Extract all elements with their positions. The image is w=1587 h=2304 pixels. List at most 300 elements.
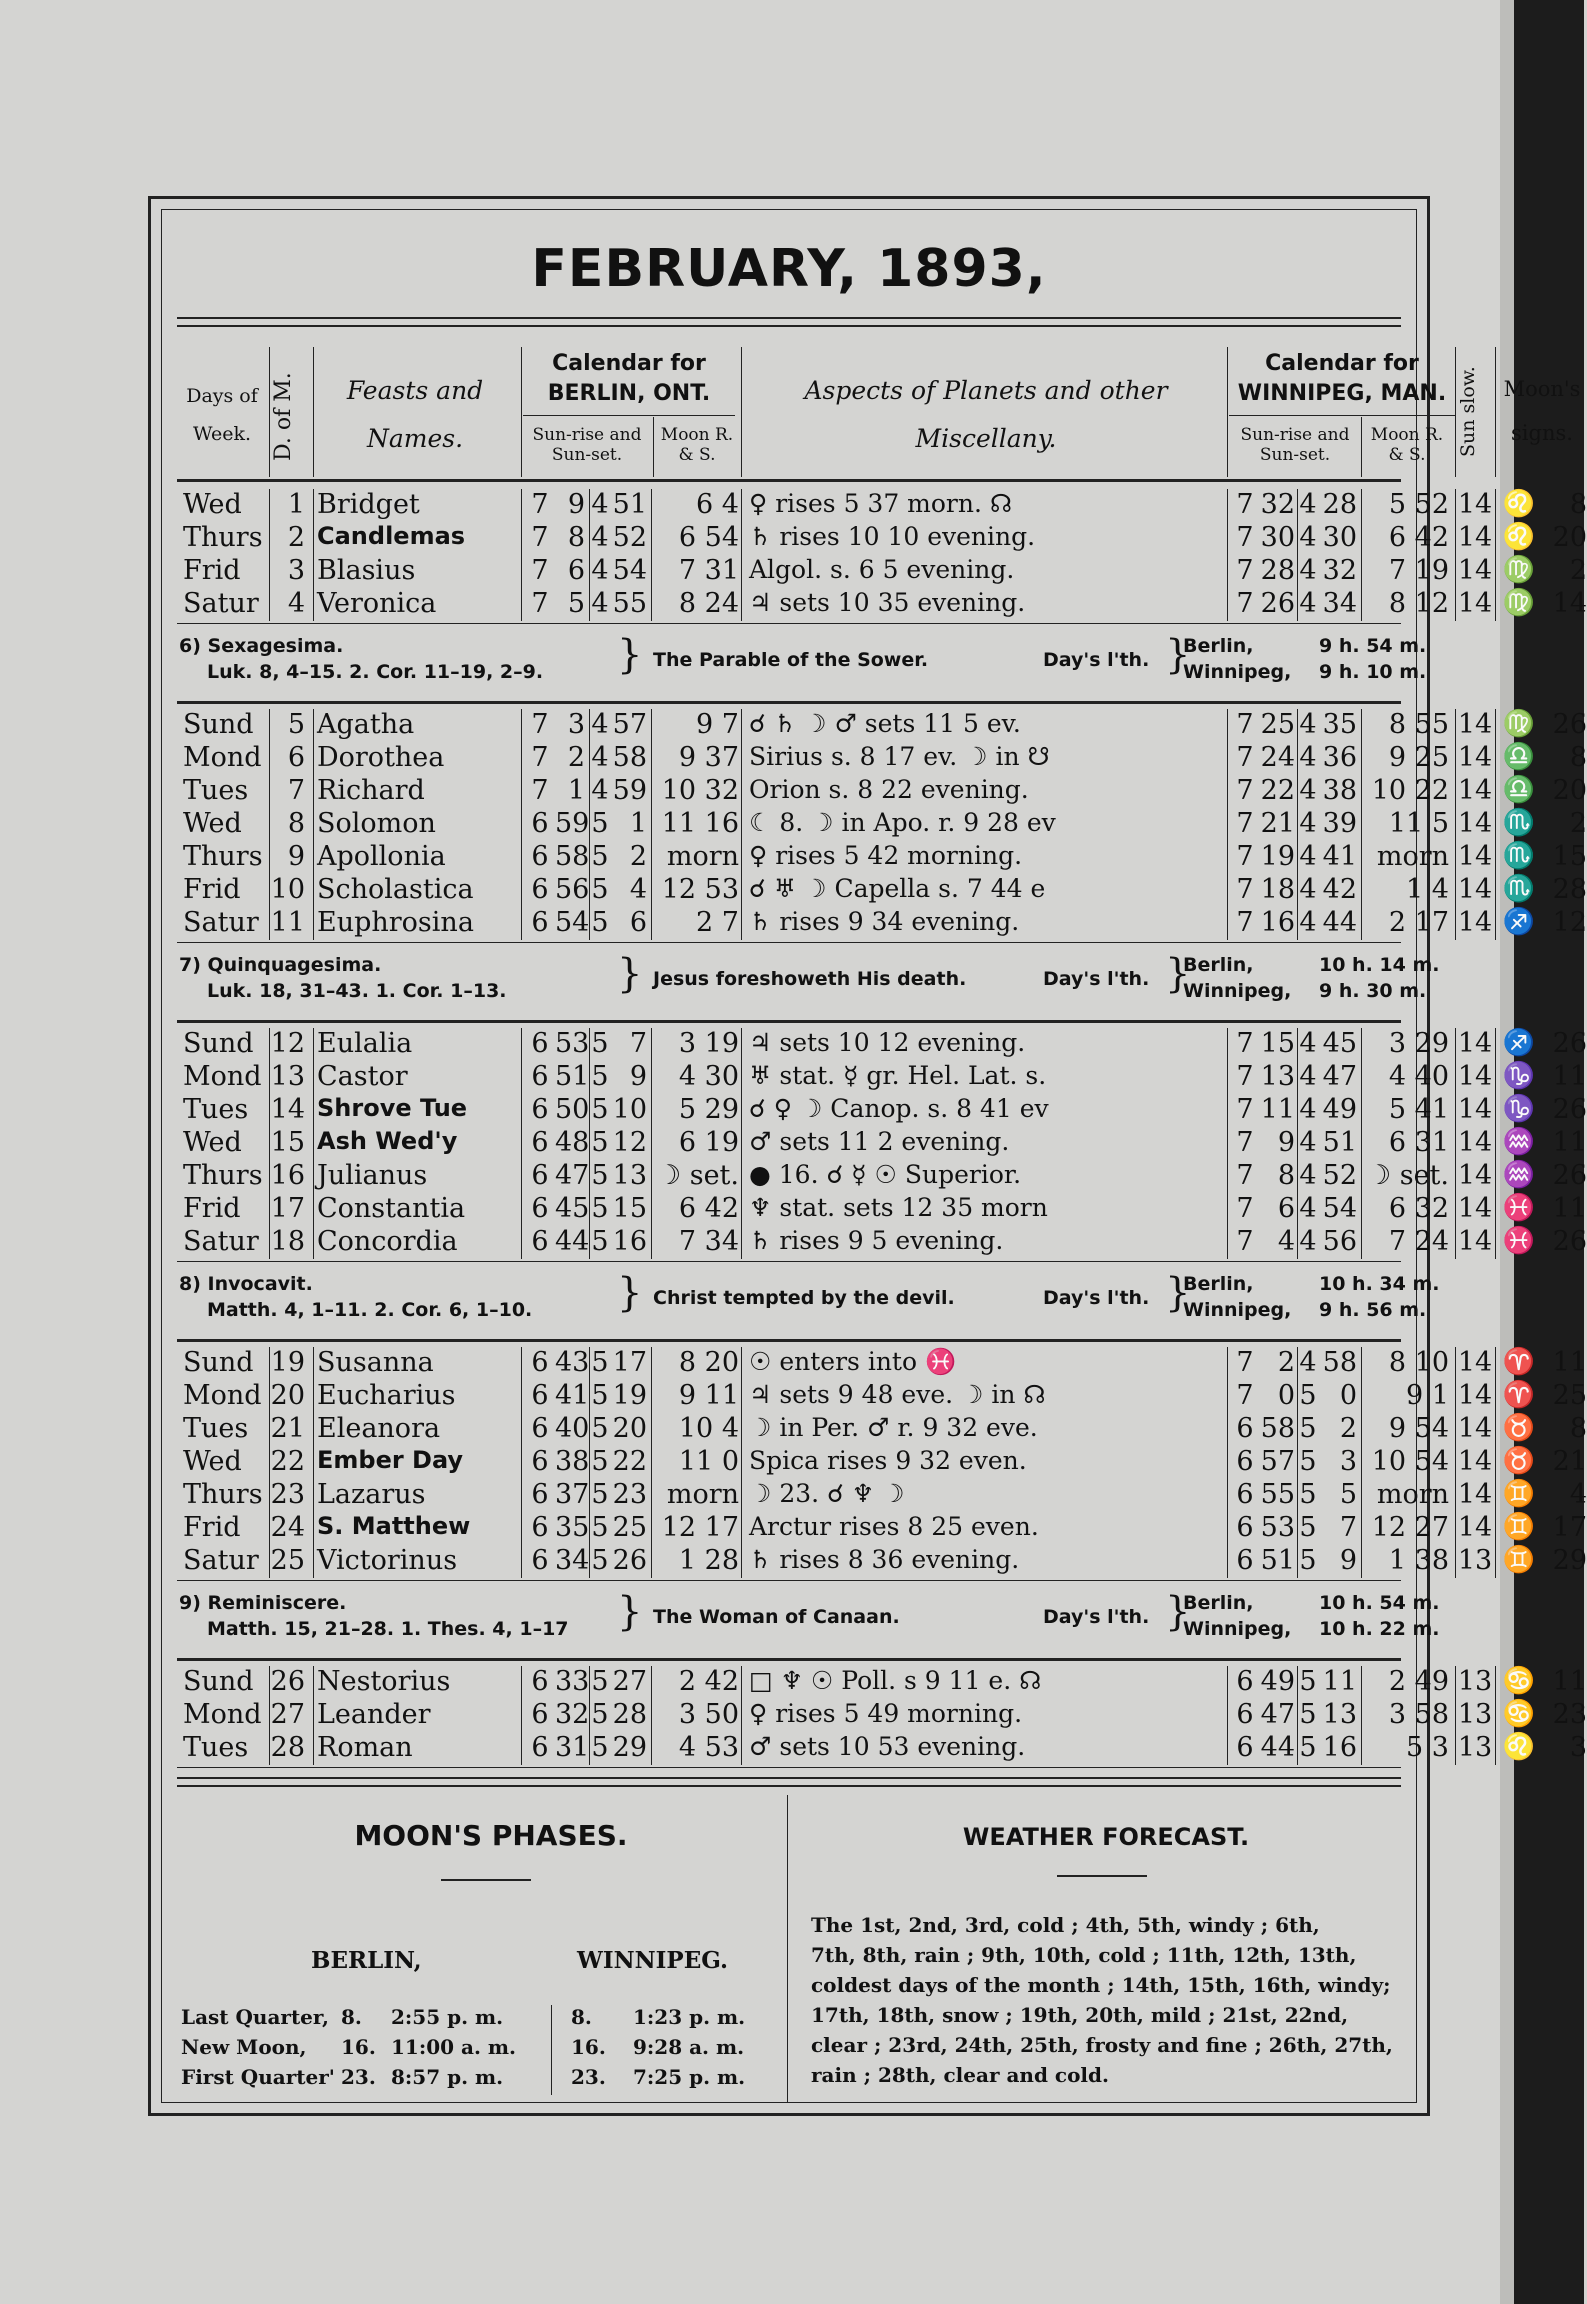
feast-name: Ember Day [317, 1446, 464, 1474]
day-name: Mond [183, 1380, 262, 1411]
aspect-text: ♄ rises 9 34 evening. [749, 907, 1020, 936]
day-name: Sund [183, 1347, 254, 1378]
day-name: Tues [183, 775, 249, 806]
sunday-gospel: Jesus foreshoweth His death. [653, 968, 967, 990]
berlin-sunset-hour: 5 [591, 808, 609, 839]
aspect-text: ● 16. ☌ ☿ ☉ Superior. [749, 1160, 1022, 1189]
moon-sign-degree: 11 [1552, 1347, 1587, 1378]
winnipeg-moon: 6 31 [1388, 1127, 1449, 1158]
moon-sign-degree: 23 [1552, 1699, 1587, 1730]
day-of-month: 19 [270, 1347, 305, 1378]
winnipeg-sunrise-min: 30 [1260, 522, 1295, 553]
berlin-sunrise-min: 45 [555, 1193, 590, 1224]
table-row [177, 1732, 1587, 1765]
moon-sign-icon: ♉ [1502, 1413, 1536, 1443]
winnipeg-sunset-hour: 4 [1299, 1160, 1317, 1191]
winnipeg-sunset-hour: 4 [1299, 841, 1317, 872]
aspect-text: ♄ rises 10 10 evening. [749, 522, 1036, 551]
winnipeg-moon: 8 10 [1388, 1347, 1449, 1378]
berlin-sunrise-min: 54 [555, 907, 590, 938]
bottom-rule [177, 1777, 1401, 1787]
berlin-sunrise-hour: 7 [531, 489, 549, 520]
sunday-brace: } [617, 632, 643, 678]
winnipeg-sunrise-min: 18 [1260, 874, 1295, 905]
berlin-moon: 7 34 [678, 1226, 739, 1257]
day-of-month: 15 [270, 1127, 305, 1158]
berlin-moon: 12 53 [661, 874, 739, 905]
day-of-month: 21 [270, 1413, 305, 1444]
moon-sign-icon: ♒ [1502, 1127, 1536, 1157]
berlin-sunrise-hour: 6 [531, 1061, 549, 1092]
sunday-winnipeg: Winnipeg, [1183, 661, 1292, 683]
berlin-sunset-hour: 4 [591, 489, 609, 520]
winnipeg-moon: 1 4 [1406, 874, 1449, 905]
day-name: Tues [183, 1413, 249, 1444]
sun-slow: 13 [1457, 1732, 1493, 1763]
berlin-sunrise-min: 53 [555, 1028, 590, 1059]
day-name: Frid [183, 555, 241, 586]
winnipeg-sunrise-hour: 7 [1236, 555, 1254, 586]
sun-slow: 14 [1457, 742, 1493, 773]
berlin-sunset-hour: 4 [591, 522, 609, 553]
aspect-text: ☌ ♄ ☽ ♂ sets 11 5 ev. [749, 709, 1021, 738]
sunday-brace: } [617, 951, 643, 997]
day-of-month: 8 [287, 808, 305, 839]
winnipeg-sunrise-hour: 7 [1236, 1127, 1254, 1158]
moon-sign-degree: 26 [1552, 1160, 1587, 1191]
feast-name: Blasius [317, 555, 416, 586]
table-row [177, 1061, 1587, 1094]
moon-sign-icon: ♓ [1502, 1193, 1536, 1223]
winnipeg-moon: 9 25 [1388, 742, 1449, 773]
day-of-month: 9 [287, 841, 305, 872]
berlin-sunset-min: 54 [612, 555, 647, 586]
berlin-sunset-min: 12 [612, 1127, 647, 1158]
day-name: Thurs [183, 522, 263, 553]
winnipeg-sunrise-min: 32 [1260, 489, 1295, 520]
winnipeg-sunrise-hour: 7 [1236, 907, 1254, 938]
berlin-sunset-min: 52 [612, 522, 647, 553]
day-name: Sund [183, 709, 254, 740]
winnipeg-sunset-hour: 4 [1299, 588, 1317, 619]
winnipeg-sunset-hour: 4 [1299, 1094, 1317, 1125]
day-of-month: 24 [270, 1512, 305, 1543]
weather-forecast-title: WEATHER FORECAST. [962, 1823, 1250, 1851]
berlin-sunrise-hour: 6 [531, 874, 549, 905]
berlin-sunset-min: 26 [612, 1545, 647, 1576]
sunday-berlin: Berlin, [1183, 1273, 1254, 1295]
aspect-text: Orion s. 8 22 evening. [749, 775, 1029, 804]
winnipeg-sunrise-hour: 6 [1236, 1413, 1254, 1444]
sun-slow: 14 [1457, 555, 1493, 586]
berlin-sunset-hour: 5 [591, 1512, 609, 1543]
day-name: Mond [183, 1699, 262, 1730]
berlin-sunset-hour: 5 [591, 1028, 609, 1059]
aspect-text: ♀ rises 5 42 morning. [749, 841, 1023, 870]
berlin-sunset-min: 13 [612, 1160, 647, 1191]
phase-label: First Quarter' [181, 2065, 335, 2089]
sunday-days-length: Day's l'th. [1043, 1606, 1150, 1628]
sunday-name: 7) Quinquagesima. [179, 954, 382, 976]
berlin-sunrise-hour: 7 [531, 742, 549, 773]
title-rule [177, 317, 1401, 327]
berlin-sunset-min: 58 [612, 742, 647, 773]
aspect-text: ♅ stat. ☿ gr. Hel. Lat. s. [749, 1061, 1047, 1090]
berlin-sunset-hour: 4 [591, 775, 609, 806]
berlin-moon: morn [666, 841, 739, 872]
moon-sign-degree: 11 [1552, 1127, 1587, 1158]
feast-name: Castor [317, 1061, 408, 1092]
berlin-sunset-hour: 4 [591, 588, 609, 619]
sunday-note [177, 1586, 1440, 1656]
berlin-moon: 10 32 [661, 775, 739, 806]
winnipeg-sunrise-min: 8 [1277, 1160, 1295, 1191]
berlin-sunset-hour: 5 [591, 1545, 609, 1576]
winnipeg-sunset-min: 30 [1322, 522, 1357, 553]
berlin-moon: 2 7 [696, 907, 739, 938]
winnipeg-sunset-min: 34 [1322, 588, 1357, 619]
berlin-sunrise-hour: 6 [531, 1545, 549, 1576]
berlin-sunset-min: 23 [612, 1479, 647, 1510]
aspect-text: ♃ sets 10 35 evening. [749, 588, 1026, 617]
berlin-moon: 4 53 [678, 1732, 739, 1763]
day-name: Frid [183, 1512, 241, 1543]
berlin-moon: 5 29 [678, 1094, 739, 1125]
sunday-name: 9) Reminiscere. [179, 1592, 347, 1614]
winnipeg-sunrise-hour: 7 [1236, 1347, 1254, 1378]
berlin-sunrise-hour: 6 [531, 1666, 549, 1697]
winnipeg-sunset-min: 36 [1322, 742, 1357, 773]
berlin-sunset-min: 17 [612, 1347, 647, 1378]
berlin-sunrise-min: 9 [567, 489, 585, 520]
sunday-berlin-length: 9 h. 54 m. [1319, 635, 1427, 657]
sunday-winnipeg: Winnipeg, [1183, 1299, 1292, 1321]
table-row [177, 1193, 1587, 1226]
day-name: Wed [183, 1127, 242, 1158]
winnipeg-moon: 5 41 [1388, 1094, 1449, 1125]
berlin-sunset-min: 1 [629, 808, 647, 839]
feast-name: Roman [317, 1732, 413, 1763]
day-of-month: 6 [287, 742, 305, 773]
winnipeg-moon: 7 24 [1388, 1226, 1449, 1257]
day-name: Wed [183, 489, 242, 520]
winnipeg-sunset-min: 16 [1322, 1732, 1357, 1763]
winnipeg-sunset-hour: 5 [1299, 1545, 1317, 1576]
day-name: Satur [183, 1545, 259, 1576]
day-of-month: 13 [270, 1061, 305, 1092]
moon-sign-icon: ♋ [1502, 1699, 1536, 1729]
berlin-sunrise-min: 31 [555, 1732, 590, 1763]
berlin-sunrise-min: 37 [555, 1479, 590, 1510]
winnipeg-moon: 6 42 [1388, 522, 1449, 553]
winnipeg-sunset-min: 9 [1339, 1545, 1357, 1576]
winnipeg-sunset-hour: 4 [1299, 1347, 1317, 1378]
feast-name: Leander [317, 1699, 431, 1730]
winnipeg-sunrise-min: 6 [1277, 1193, 1295, 1224]
day-name: Sund [183, 1666, 254, 1697]
day-of-month: 1 [287, 489, 305, 520]
winnipeg-sunset-hour: 5 [1299, 1732, 1317, 1763]
berlin-sunrise-min: 2 [567, 742, 585, 773]
table-row [177, 1028, 1587, 1061]
winnipeg-moon: 3 58 [1388, 1699, 1449, 1730]
aspect-text: ♄ rises 9 5 evening. [749, 1226, 1004, 1255]
berlin-moon: 10 4 [678, 1413, 739, 1444]
day-name: Tues [183, 1094, 249, 1125]
moon-sign-degree: 11 [1552, 1061, 1587, 1092]
table-row [177, 1479, 1587, 1512]
winnipeg-sunrise-min: 26 [1260, 588, 1295, 619]
berlin-sunset-min: 55 [612, 588, 647, 619]
winnipeg-sunrise-min: 44 [1260, 1732, 1295, 1763]
feast-name: Euphrosina [317, 907, 474, 938]
moon-sign-degree: 12 [1552, 907, 1587, 938]
table-row [177, 1666, 1587, 1699]
berlin-sunset-hour: 5 [591, 1413, 609, 1444]
winnipeg-sunset-hour: 4 [1299, 522, 1317, 553]
feast-name: Constantia [317, 1193, 466, 1224]
berlin-moon: 9 37 [678, 742, 739, 773]
sun-slow: 14 [1457, 1512, 1493, 1543]
phase-winnipeg-date: 8. [571, 2005, 592, 2029]
aspect-text: Arctur rises 8 25 even. [749, 1512, 1039, 1541]
berlin-sunrise-min: 47 [555, 1160, 590, 1191]
feast-name: Apollonia [317, 841, 446, 872]
weather-line: The 1st, 2nd, 3rd, cold ; 4th, 5th, windy ; 6th, [811, 1913, 1320, 1937]
moon-sign-degree: 20 [1552, 522, 1587, 553]
winnipeg-sunset-hour: 4 [1299, 1028, 1317, 1059]
sunday-brace: } [617, 1589, 643, 1635]
moon-sign-degree: 11 [1552, 1666, 1587, 1697]
winnipeg-sunset-min: 13 [1322, 1699, 1357, 1730]
berlin-sunset-min: 25 [612, 1512, 647, 1543]
table-row [177, 1094, 1587, 1127]
day-of-month: 10 [270, 874, 305, 905]
winnipeg-sunset-hour: 5 [1299, 1413, 1317, 1444]
header-berlin: Calendar for BERLIN, ONT. [547, 351, 711, 406]
berlin-moon: 11 0 [678, 1446, 739, 1477]
berlin-sunrise-hour: 7 [531, 555, 549, 586]
moon-sign-icon: ♍ [1502, 588, 1536, 618]
berlin-sunset-hour: 5 [591, 1193, 609, 1224]
weather-line: coldest days of the month ; 14th, 15th, 16th, windy; [811, 1973, 1391, 1997]
phase-berlin-date: 16. [341, 2035, 376, 2059]
winnipeg-moon: 7 19 [1388, 555, 1449, 586]
winnipeg-sunrise-min: 16 [1260, 907, 1295, 938]
moon-sign-icon: ♏ [1502, 874, 1536, 904]
sun-slow: 14 [1457, 1347, 1493, 1378]
aspect-text: Algol. s. 6 5 evening. [749, 555, 1015, 584]
feast-name: Dorothea [317, 742, 445, 773]
berlin-sunset-hour: 5 [591, 907, 609, 938]
phase-berlin-time: 2:55 p. m. [391, 2005, 504, 2029]
winnipeg-sunrise-min: 19 [1260, 841, 1295, 872]
moon-sign-degree: 26 [1552, 1094, 1587, 1125]
winnipeg-sunrise-min: 49 [1260, 1666, 1295, 1697]
moon-sign-icon: ♍ [1502, 555, 1536, 585]
table-row [177, 709, 1587, 742]
moon-sign-icon: ♏ [1502, 841, 1536, 871]
berlin-sunrise-hour: 6 [531, 1699, 549, 1730]
moon-sign-degree: 20 [1552, 775, 1587, 806]
day-of-month: 26 [270, 1666, 305, 1697]
aspect-text: ♃ sets 10 12 evening. [749, 1028, 1026, 1057]
berlin-sunrise-min: 35 [555, 1512, 590, 1543]
winnipeg-sunrise-hour: 6 [1236, 1446, 1254, 1477]
berlin-sunrise-hour: 6 [531, 808, 549, 839]
berlin-moon: ☽ set. [656, 1160, 739, 1191]
berlin-sunset-hour: 5 [591, 841, 609, 872]
header-winnipeg: Calendar for WINNIPEG, MAN. [1237, 351, 1447, 406]
moon-sign-icon: ♌ [1502, 522, 1536, 552]
header-moons-signs: Moon's signs. [1503, 377, 1581, 445]
winnipeg-sunrise-hour: 7 [1236, 775, 1254, 806]
feast-name: Veronica [317, 588, 437, 619]
sun-slow: 14 [1457, 907, 1493, 938]
sunday-berlin: Berlin, [1183, 1592, 1254, 1614]
feast-name: Eulalia [317, 1028, 413, 1059]
berlin-sunrise-hour: 6 [531, 841, 549, 872]
berlin-sunrise-hour: 6 [531, 1193, 549, 1224]
winnipeg-sunrise-min: 47 [1260, 1699, 1295, 1730]
feast-name: Julianus [317, 1160, 428, 1191]
berlin-sunrise-min: 44 [555, 1226, 590, 1257]
moon-sign-degree: 8 [1569, 1413, 1587, 1444]
feast-name: Solomon [317, 808, 436, 839]
winnipeg-sunrise-hour: 7 [1236, 709, 1254, 740]
winnipeg-sunset-min: 7 [1339, 1512, 1357, 1543]
moon-sign-icon: ♉ [1502, 1446, 1536, 1476]
winnipeg-sunrise-hour: 6 [1236, 1732, 1254, 1763]
sunday-days-length: Day's l'th. [1043, 1287, 1150, 1309]
berlin-sunrise-hour: 6 [531, 1732, 549, 1763]
winnipeg-moon: 1 38 [1388, 1545, 1449, 1576]
winnipeg-sunrise-min: 13 [1260, 1061, 1295, 1092]
moon-sign-degree: 14 [1552, 588, 1587, 619]
day-of-month: 20 [270, 1380, 305, 1411]
header-day-of-month: D. of M. [271, 372, 296, 462]
moon-sign-icon: ♈ [1502, 1380, 1536, 1410]
winnipeg-sunrise-hour: 7 [1236, 841, 1254, 872]
berlin-sunset-hour: 4 [591, 742, 609, 773]
table-row [177, 1512, 1587, 1545]
winnipeg-sunrise-hour: 6 [1236, 1479, 1254, 1510]
phase-berlin-time: 8:57 p. m. [391, 2065, 504, 2089]
winnipeg-moon: 5 52 [1388, 489, 1449, 520]
winnipeg-sunset-min: 35 [1322, 709, 1357, 740]
berlin-sunset-min: 4 [629, 874, 647, 905]
day-name: Mond [183, 1061, 262, 1092]
almanac-page [148, 196, 1587, 2116]
berlin-sunset-min: 7 [629, 1028, 647, 1059]
berlin-sunset-hour: 5 [591, 1347, 609, 1378]
day-of-month: 5 [287, 709, 305, 740]
berlin-sunset-hour: 5 [591, 1699, 609, 1730]
moon-sign-degree: 4 [1569, 1479, 1587, 1510]
feast-name: Lazarus [317, 1479, 426, 1510]
aspect-text: ♂ sets 11 2 evening. [749, 1127, 1010, 1156]
sunday-readings: Luk. 8, 4–15. 2. Cor. 11–19, 2–9. [207, 661, 544, 683]
table-header [177, 347, 1581, 477]
winnipeg-sunrise-hour: 6 [1236, 1512, 1254, 1543]
berlin-sunrise-min: 41 [555, 1380, 590, 1411]
sunday-readings: Matth. 4, 1–11. 2. Cor. 6, 1–10. [207, 1299, 533, 1321]
sunday-note [177, 629, 1427, 699]
winnipeg-moon: 2 49 [1388, 1666, 1449, 1697]
winnipeg-moon: 3 29 [1388, 1028, 1449, 1059]
berlin-sunrise-hour: 6 [531, 1226, 549, 1257]
table-row [177, 489, 1587, 522]
moon-phases-winnipeg: WINNIPEG. [577, 1947, 729, 1974]
winnipeg-moon: 5 3 [1406, 1732, 1449, 1763]
day-of-month: 23 [270, 1479, 305, 1510]
berlin-sunrise-hour: 6 [531, 1479, 549, 1510]
aspect-text: ♀ rises 5 49 morning. [749, 1699, 1023, 1728]
header-days-of-week: Days of Week. [186, 385, 258, 445]
sun-slow: 14 [1457, 489, 1493, 520]
winnipeg-sunrise-min: 4 [1277, 1226, 1295, 1257]
berlin-sunrise-min: 1 [567, 775, 585, 806]
winnipeg-moon: 9 1 [1406, 1380, 1449, 1411]
day-name: Thurs [183, 841, 263, 872]
winnipeg-moon: 10 54 [1371, 1446, 1449, 1477]
table-row [177, 522, 1587, 555]
berlin-sunset-hour: 5 [591, 1732, 609, 1763]
feast-name: Richard [317, 775, 425, 806]
table-row [177, 1380, 1587, 1413]
moon-sign-degree: 29 [1552, 1545, 1587, 1576]
sun-slow: 14 [1457, 1028, 1493, 1059]
day-name: Satur [183, 588, 259, 619]
day-of-month: 18 [270, 1226, 305, 1257]
berlin-sunset-min: 6 [629, 907, 647, 938]
berlin-moon: 6 19 [678, 1127, 739, 1158]
berlin-sunrise-hour: 6 [531, 1127, 549, 1158]
sun-slow: 14 [1457, 1061, 1493, 1092]
winnipeg-sunset-min: 3 [1339, 1446, 1357, 1477]
moon-sign-degree: 26 [1552, 1028, 1587, 1059]
sunday-days-length: Day's l'th. [1043, 649, 1150, 671]
phase-berlin-time: 11:00 a. m. [391, 2035, 517, 2059]
winnipeg-sunset-hour: 4 [1299, 907, 1317, 938]
feast-name: Eucharius [317, 1380, 456, 1411]
moon-sign-icon: ♍ [1502, 709, 1536, 739]
moon-sign-degree: 28 [1552, 874, 1587, 905]
day-of-month: 27 [270, 1699, 305, 1730]
day-name: Wed [183, 1446, 242, 1477]
berlin-moon: 9 7 [696, 709, 739, 740]
berlin-moon: 6 54 [678, 522, 739, 553]
moon-sign-icon: ♏ [1502, 808, 1536, 838]
aspect-text: ♄ rises 8 36 evening. [749, 1545, 1020, 1574]
winnipeg-sunrise-hour: 7 [1236, 874, 1254, 905]
day-of-month: 4 [287, 588, 305, 619]
sunday-note [177, 948, 1440, 1018]
berlin-moon: morn [666, 1479, 739, 1510]
berlin-sunrise-min: 58 [555, 841, 590, 872]
sun-slow: 14 [1457, 709, 1493, 740]
moon-sign-icon: ♓ [1502, 1226, 1536, 1256]
berlin-sunset-min: 29 [612, 1732, 647, 1763]
winnipeg-moon: 2 17 [1388, 907, 1449, 938]
day-of-month: 16 [270, 1160, 305, 1191]
day-of-month: 2 [287, 522, 305, 553]
feast-name: Ash Wed'y [317, 1127, 458, 1155]
sunday-winnipeg: Winnipeg, [1183, 1618, 1292, 1640]
sun-slow: 14 [1457, 841, 1493, 872]
feast-name: Victorinus [317, 1545, 458, 1576]
weather-line: rain ; 28th, clear and cold. [811, 2063, 1109, 2087]
